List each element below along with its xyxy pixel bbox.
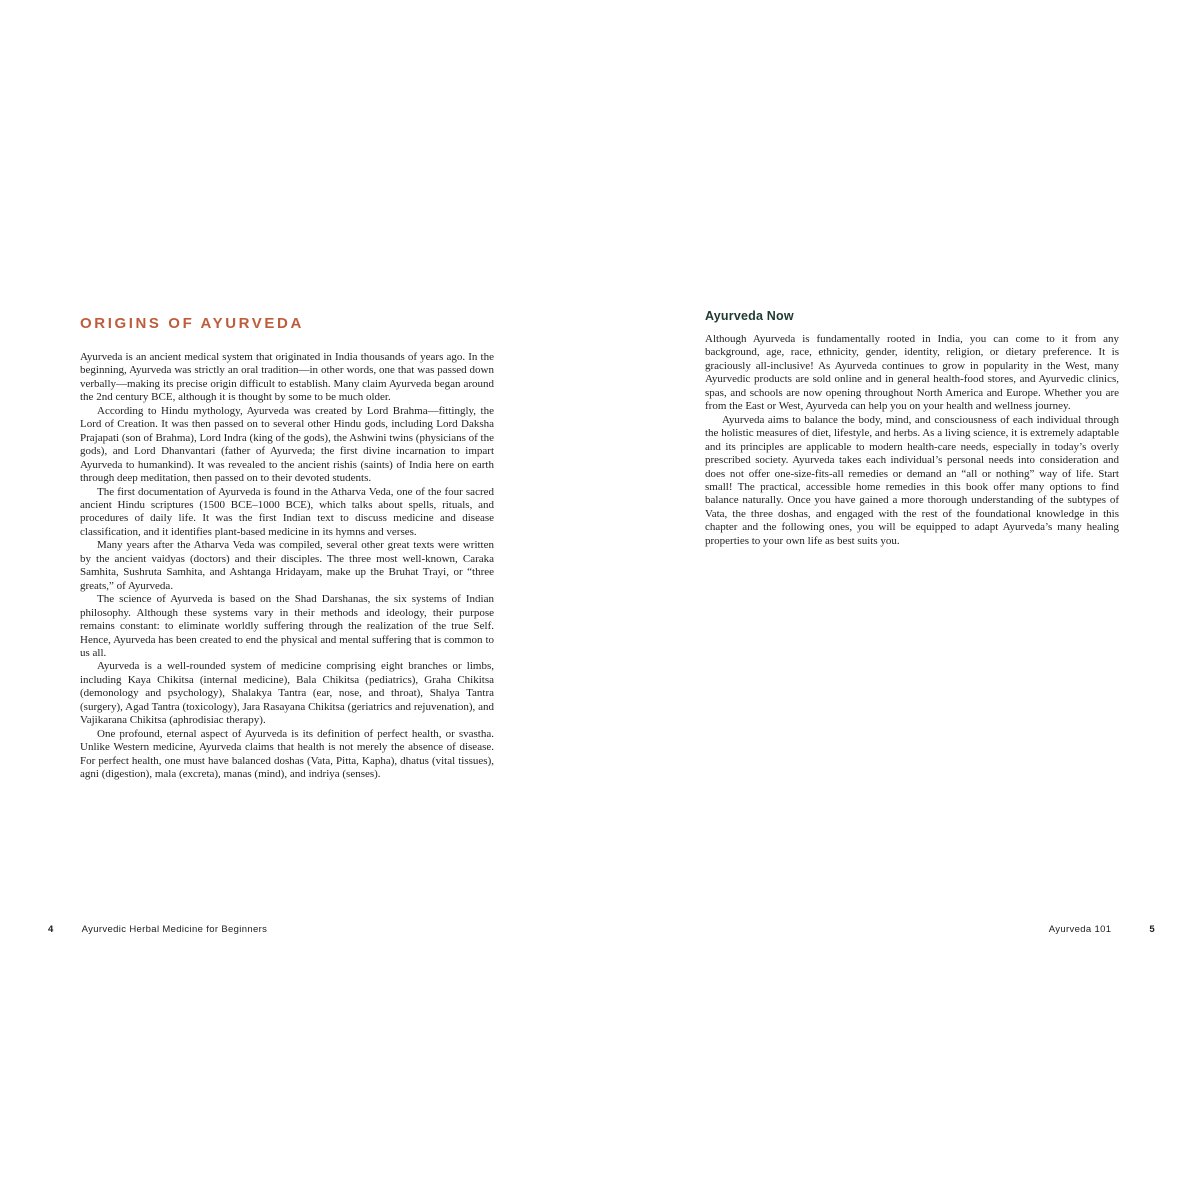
sub-heading-ayurveda-now: Ayurveda Now — [705, 309, 794, 323]
page-right — [705, 309, 1119, 548]
paragraph: Many years after the Atharva Veda was compiled, several other great texts were written by the ancient vaidyas (doctors) and their disciples. The three most well-known, Caraka Samhita, Sushruta Samhita, and Ashtanga Hridayam, make up the Bruhat Trayi, or “three greats,” of Ayurveda. — [80, 539, 494, 592]
left-page-body — [80, 351, 494, 782]
paragraph: Ayurveda is an ancient medical system that originated in India thousands of years ago. In the beginning, Ayurveda was strictly an oral tradition—in other words, one that was passed down verbally—making its precise origin difficult to establish. Many claim Ayurveda began around the 2nd century BCE, although it is thought by some to be much older. — [80, 351, 494, 404]
right-page-body — [705, 333, 1119, 548]
paragraph: Although Ayurveda is fundamentally rooted in India, you can come to it from any background, age, race, ethnicity, gender, identity, religion, or dietary preference. It is graciously all-inclusive! As Ayurveda continues to grow in popularity in the West, many Ayurvedic products are sold online and in general health-food stores, and Ayurvedic clinics, spas, and schools are now opening throughout North America and Europe. Whether you are from the East or West, Ayurveda can help you on your health and wellness journey. — [705, 333, 1119, 413]
paragraph: According to Hindu mythology, Ayurveda was created by Lord Brahma—fittingly, the Lord of Creation. It was then passed on to several other Hindu gods, including Lord Daksha Prajapati (son of Brahma), Lord Indra (king of the gods), the Ashwini twins (physicians of the gods), and Lord Dhanvantari (father of Ayurveda; the first divine incarnation to impart Ayurveda to humankind). It was revealed to the ancient rishis (saints) of India here on earth through deep meditation, then passed on to their devoted students. — [80, 404, 494, 485]
paragraph: One profound, eternal aspect of Ayurveda is its definition of perfect health, or svastha. Unlike Western medicine, Ayurveda claims that health is not merely the absence of disease. For perfect health, one must have balanced doshas (Vata, Pitta, Kapha), dhatus (vital tissues), agni (digestion), mala (excreta), manas (mind), and indriya (senses). — [80, 727, 494, 781]
footer-right — [1049, 924, 1155, 935]
page-number-left: 4 — [48, 924, 54, 935]
paragraph: Ayurveda is a well-rounded system of medicine comprising eight branches or limbs, including Kaya Chikitsa (internal medicine), Bala Chikitsa (pediatrics), Graha Chikitsa (demonology and psychology), Shalakya Tantra (ear, nose, and throat), Shalya Tantra (surgery), Agad Tantra (toxicology), Jara Rasayana Chikitsa (geriatrics and rejuvenation), and Vajikarana Chikitsa (aphrodisiac therapy). — [80, 660, 494, 727]
paragraph: The science of Ayurveda is based on the Shad Darshanas, the six systems of Indian philosophy. Although these systems vary in their methods and ideology, their purpose remains constant: to eliminate worldly suffering through the realization of the true Self. Hence, Ayurveda has been created to end the physical and mental suffering that is common to us all. — [80, 593, 494, 659]
footer-left — [48, 924, 267, 935]
running-book-title: Ayurvedic Herbal Medicine for Beginners — [81, 924, 268, 935]
paragraph: The first documentation of Ayurveda is found in the Atharva Veda, one of the four sacred ancient Hindu scriptures (1500 BCE–1000 BCE), which talks about spells, rituals, and procedures of daily life. It was the first Indian text to discuss medicine and disease classification, and it identifies plant-based medicine in its hymns and verses. — [80, 485, 494, 538]
paragraph: Ayurveda aims to balance the body, mind, and consciousness of each individual through the holistic measures of diet, lifestyle, and herbs. As a living science, it is extremely adaptable and its principles are applicable to modern health-care needs, especially in today’s overly prescribed society. Ayurveda takes each individual’s personal needs into consideration and does not offer one-size-fits-all remedies or demand an “all or nothing” way of life. Start small! The practical, accessible home remedies in this book offer many options to find balance naturally. Once you have gained a more thorough understanding of the subtypes of Vata, the three doshas, and engaged with the rest of the foundational knowledge in this chapter and the following ones, you will be equipped to adapt Ayurveda’s many healing properties to your own life as best suits you. — [705, 413, 1119, 547]
section-title-origins-of-ayurveda: ORIGINS OF AYURVEDA — [80, 315, 304, 332]
page-number-right: 5 — [1149, 924, 1155, 935]
running-chapter-title: Ayurveda 101 — [1048, 924, 1112, 935]
page-left — [80, 315, 494, 782]
